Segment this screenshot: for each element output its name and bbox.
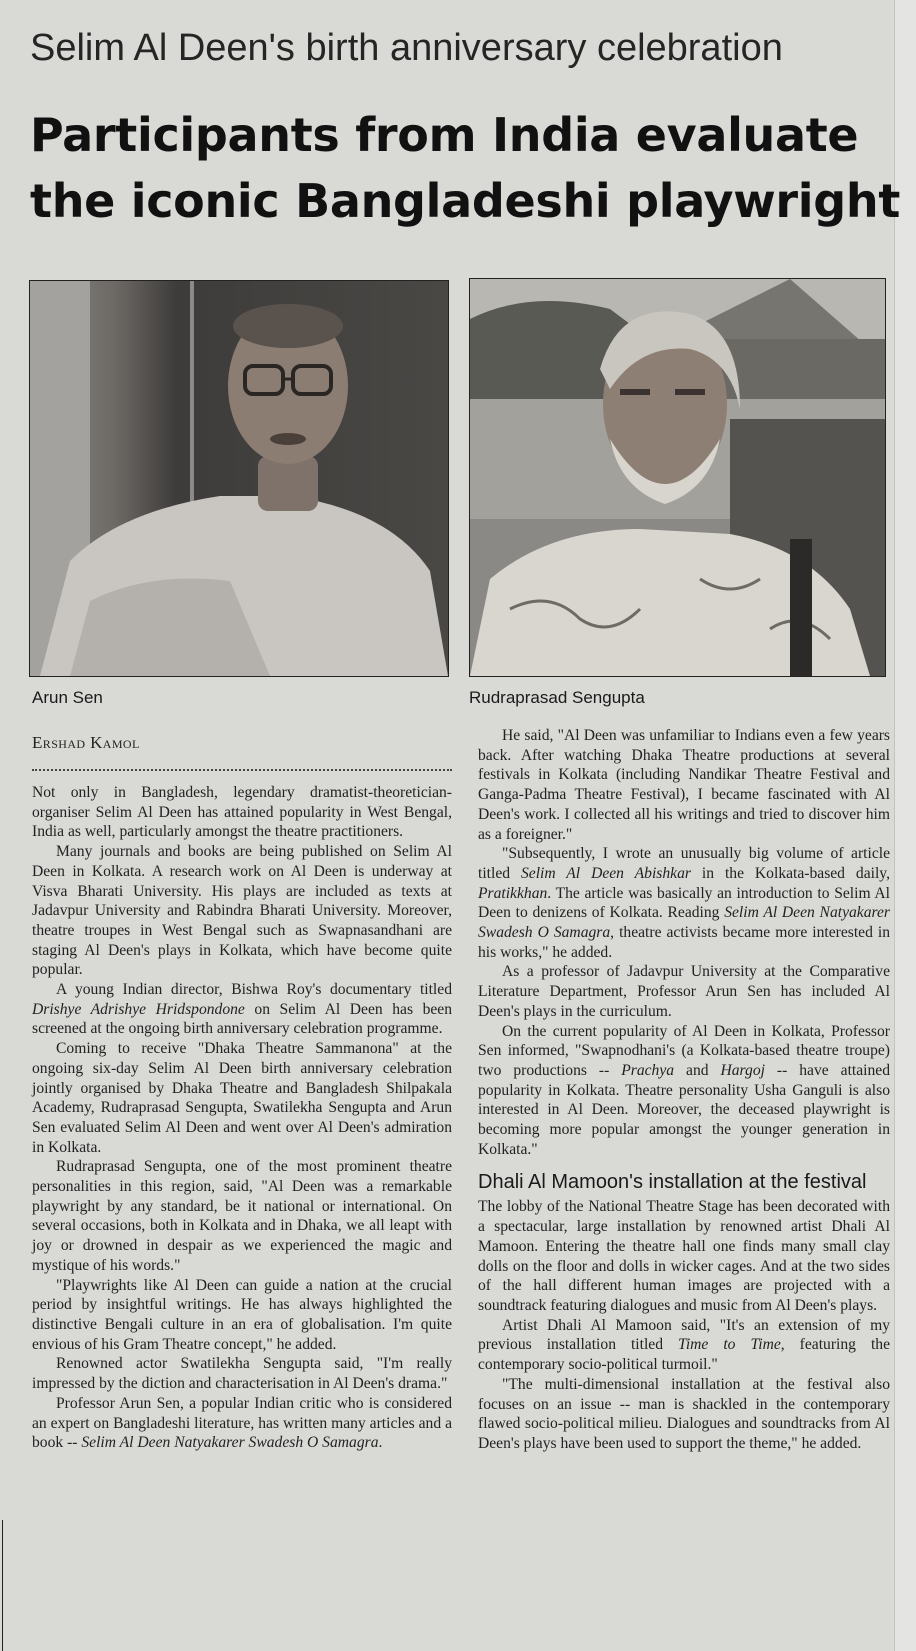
book-title: Selim Al Deen Natyakarer Swadesh O Samagra bbox=[81, 1434, 379, 1452]
byline bbox=[32, 733, 452, 753]
headline-line-2: the iconic Bangladeshi playwright bbox=[30, 174, 901, 228]
photo-rudraprasad-sengupta bbox=[469, 278, 886, 677]
byline-author: Ershad Kamol bbox=[32, 733, 140, 752]
main-headline bbox=[30, 102, 900, 234]
paragraph: "The multi-dimensional installation at the festival also focuses on an issue -- man is shackled in the contemporary flawed socio-political milieu. Dialogues and soundtracks from Al Deen's plays have been used to support the theme," he added. bbox=[478, 1375, 890, 1452]
play-title: Hargoj bbox=[720, 1061, 765, 1079]
photo-caption-2: Rudraprasad Sengupta bbox=[469, 688, 645, 707]
paragraph: The lobby of the National Theatre Stage has been decorated with a spectacular, large installation by renowned artist Dhali Al Mamoon. Entering the theatre hall one finds many small clay dolls on the floor and dolls in wicker cages. And at the two sides of the hall different human images are projected with a soundtrack featuring dialogues and music from Al Deen's plays. bbox=[478, 1198, 890, 1314]
paragraph: Artist Dhali Al Mamoon said, "It's an extension of my previous installation titled Time to Time, featuring the contemporary socio-political turmoil." bbox=[478, 1316, 890, 1374]
paragraph: "Playwrights like Al Deen can guide a nation at the crucial period by insightful writings. He has always highlighted the distinctive Bengali culture in an era of globalisation. I'm quite envious of his Gram Theatre concept," he added. bbox=[32, 1276, 452, 1353]
paragraph: Rudraprasad Sengupta, one of the most prominent theatre personalities in this region, said, "Al Deen was a remarkable playwright by any standard, be it national or international. On several occasions, both in Kolkata and in Dhaka, we all leapt with joy or drowned in despair as we experienced the magic and mystique of his words." bbox=[32, 1158, 452, 1274]
article-title: Selim Al Deen Abishkar bbox=[520, 864, 691, 882]
paragraph: Renowned actor Swatilekha Sengupta said, "I'm really impressed by the diction and characterisation in Al Deen's drama." bbox=[32, 1355, 452, 1393]
paragraph: On the current popularity of Al Deen in Kolkata, Professor Sen informed, "Swapnodhani's (a Kolkata-based theatre troupe) two productions -- Prachya and Hargoj -- have attained popularity in Kolkata. Theatre personality Usha Ganguli is also interested in Al Deen. Moreover, the deceased playwright is becoming more popular amongst the younger generation in Kolkata." bbox=[478, 1022, 891, 1158]
margin-rule bbox=[2, 1520, 3, 1651]
headline-line-1: Participants from India evaluate bbox=[30, 108, 859, 162]
book-title: Selim Al Deen Natyakarer Swadesh O Samagra bbox=[478, 904, 890, 942]
article-column-2 bbox=[478, 726, 890, 1454]
play-title: Prachya bbox=[621, 1061, 675, 1079]
byline-divider bbox=[32, 769, 452, 771]
documentary-title: Drishye Adrishye Hridspondone bbox=[32, 1000, 245, 1018]
photo-caption-1: Arun Sen bbox=[32, 688, 103, 707]
paragraph: A young Indian director, Bishwa Roy's documentary titled Drishye Adrishye Hridspondone on Selim Al Deen has been screened at the ongoing birth anniversary celebration programme. bbox=[32, 981, 453, 1038]
photo-arun-sen bbox=[29, 280, 449, 677]
newspaper-title: Pratikkhan bbox=[478, 884, 548, 902]
paragraph: Coming to receive "Dhaka Theatre Sammanona" at the ongoing six-day Selim Al Deen birth anniversary celebration jointly organised by Dhaka Theatre and Bangladesh Shilpakala Academy, Rudraprasad Sengupta, Swatilekha Sengupta and Arun Sen evaluated Selim Al Deen and went over Al Deen's admiration in Kolkata. bbox=[32, 1040, 452, 1156]
paragraph: "Subsequently, I wrote an unusually big volume of article titled Selim Al Deen Abishkar in the Kolkata-based daily, Pratikkhan. The article was basically an introduction to Selim Al Deen to denizens of Kolkata. Reading Selim Al Deen Natyakarer Swadesh O Samagra, theatre activists became more interested in his works," he added. bbox=[478, 845, 891, 961]
paragraph: He said, "Al Deen was unfamiliar to Indians even a few years back. After watching Dhaka Theatre productions at several festivals in Kolkata (including Nandikar Theatre Festival and Ganga-Padma Theatre Festival), I became fascinated with Al Deen's work. I collected all his writings and tried to discover him as a foreigner." bbox=[478, 727, 890, 843]
section-subheading: Dhali Al Mamoon's installation at the festival bbox=[478, 1171, 867, 1194]
page-fold-edge bbox=[894, 0, 916, 1651]
kicker-headline: Selim Al Deen's birth anniversary celebration bbox=[30, 27, 783, 69]
paragraph: As a professor of Jadavpur University at the Comparative Literature Department, Professor Arun Sen has included Al Deen's plays in the curriculum. bbox=[478, 963, 890, 1020]
article-column-1 bbox=[32, 783, 452, 1453]
paragraph: Many journals and books are being published on Selim Al Deen in Kolkata. A research work on Al Deen is underway at Visva Bharati University. His plays are included as texts at Jadavpur University and Rabindra Bharati University. Moreover, theatre troupes in West Bengal such as Swapnasandhani are staging Al Deen's plays in Kolkata, which have become quite popular. bbox=[32, 843, 452, 979]
installation-title: Time to Time bbox=[678, 1336, 781, 1354]
paragraph: Professor Arun Sen, a popular Indian critic who is considered an expert on Bangladeshi literature, has written many articles and a book -- Selim Al Deen Natyakarer Swadesh O Samagra. bbox=[32, 1394, 452, 1452]
paragraph: Not only in Bangladesh, legendary dramatist-theoretician-organiser Selim Al Deen has attained popularity in West Bengal, India as well, particularly amongst the theatre practitioners. bbox=[32, 784, 452, 841]
